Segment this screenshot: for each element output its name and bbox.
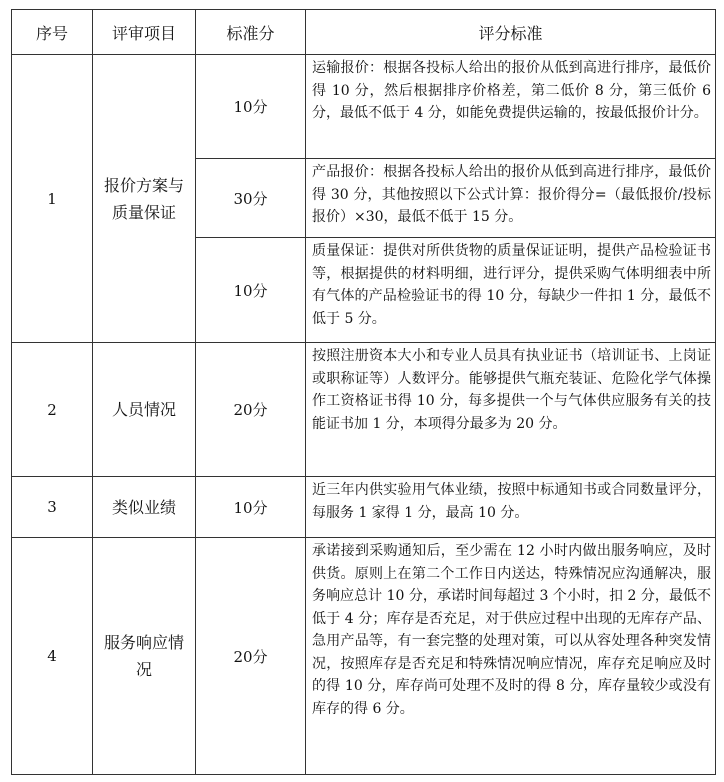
scoring-table <box>11 9 716 775</box>
row-seq: 3 <box>12 477 93 538</box>
row-seq: 1 <box>12 55 93 343</box>
row-item: 类似业绩 <box>93 477 196 538</box>
row-criteria: 产品报价：根据各投标人给出的报价从低到高进行排序，最低价得 30 分，其他按照以下公式计算：报价得分=（最低报价/投标报价）×30，最低不低于 15 分。 <box>306 159 716 238</box>
row-score: 10分 <box>196 238 306 343</box>
row-criteria: 运输报价：根据各投标人给出的报价从低到高进行排序，最低价得 10 分，然后根据排序价格差，第二低价 8 分，第三低价 6 分，最低不低于 4 分，如能免费提供运输的，按最低报价计分。 <box>306 55 716 159</box>
table-header-row <box>12 10 716 55</box>
table-row <box>12 343 716 477</box>
row-criteria: 近三年内供实验用气体业绩，按照中标通知书或合同数量评分，每服务 1 家得 1 分，最高 10 分。 <box>306 477 716 538</box>
row-score: 10分 <box>196 55 306 159</box>
row-score: 10分 <box>196 477 306 538</box>
row-seq: 4 <box>12 538 93 775</box>
row-item: 人员情况 <box>93 343 196 477</box>
row-item: 报价方案与质量保证 <box>93 55 196 343</box>
header-seq: 序号 <box>12 10 93 55</box>
row-score: 30分 <box>196 159 306 238</box>
header-score: 标准分 <box>196 10 306 55</box>
table-row <box>12 477 716 538</box>
row-criteria: 按照注册资本大小和专业人员具有执业证书（培训证书、上岗证或职称证等）人数评分。能够提供气瓶充装证、危险化学气体操作工资格证书得 10 分，每多提供一个与气体供应服务有关的技能证书加 1 分，本项得分最多为 20 分。 <box>306 343 716 477</box>
row-score: 20分 <box>196 538 306 775</box>
header-criteria: 评分标准 <box>306 10 716 55</box>
row-score: 20分 <box>196 343 306 477</box>
table-row <box>12 538 716 775</box>
header-item: 评审项目 <box>93 10 196 55</box>
table-row <box>12 55 716 159</box>
row-item: 服务响应情况 <box>93 538 196 775</box>
row-seq: 2 <box>12 343 93 477</box>
row-criteria: 承诺接到采购通知后，至少需在 12 小时内做出服务响应，及时供货。原则上在第二个工作日内送达，特殊情况应沟通解决，服务响应总计 10 分，承诺时间每超过 3 个小时，扣 2 分，最低不低于 4 分；库存是否充足，对于供应过程中出现的无库存产品、急用产品等，有一套完整的处理对策，可以从容处理各种突发情况，按照库存是否充足和特殊情况响应情况，库存充足响应及时的得 10 分，库存尚可处理不及时的得 8 分，库存量较少或没有库存的得 6 分。 <box>306 538 716 775</box>
row-criteria: 质量保证：提供对所供货物的质量保证证明，提供产品检验证书等，根据提供的材料明细，进行评分，提供采购气体明细表中所有气体的产品检验证书的得 10 分，每缺少一件扣 1 分，最低不低于 5 分。 <box>306 238 716 343</box>
